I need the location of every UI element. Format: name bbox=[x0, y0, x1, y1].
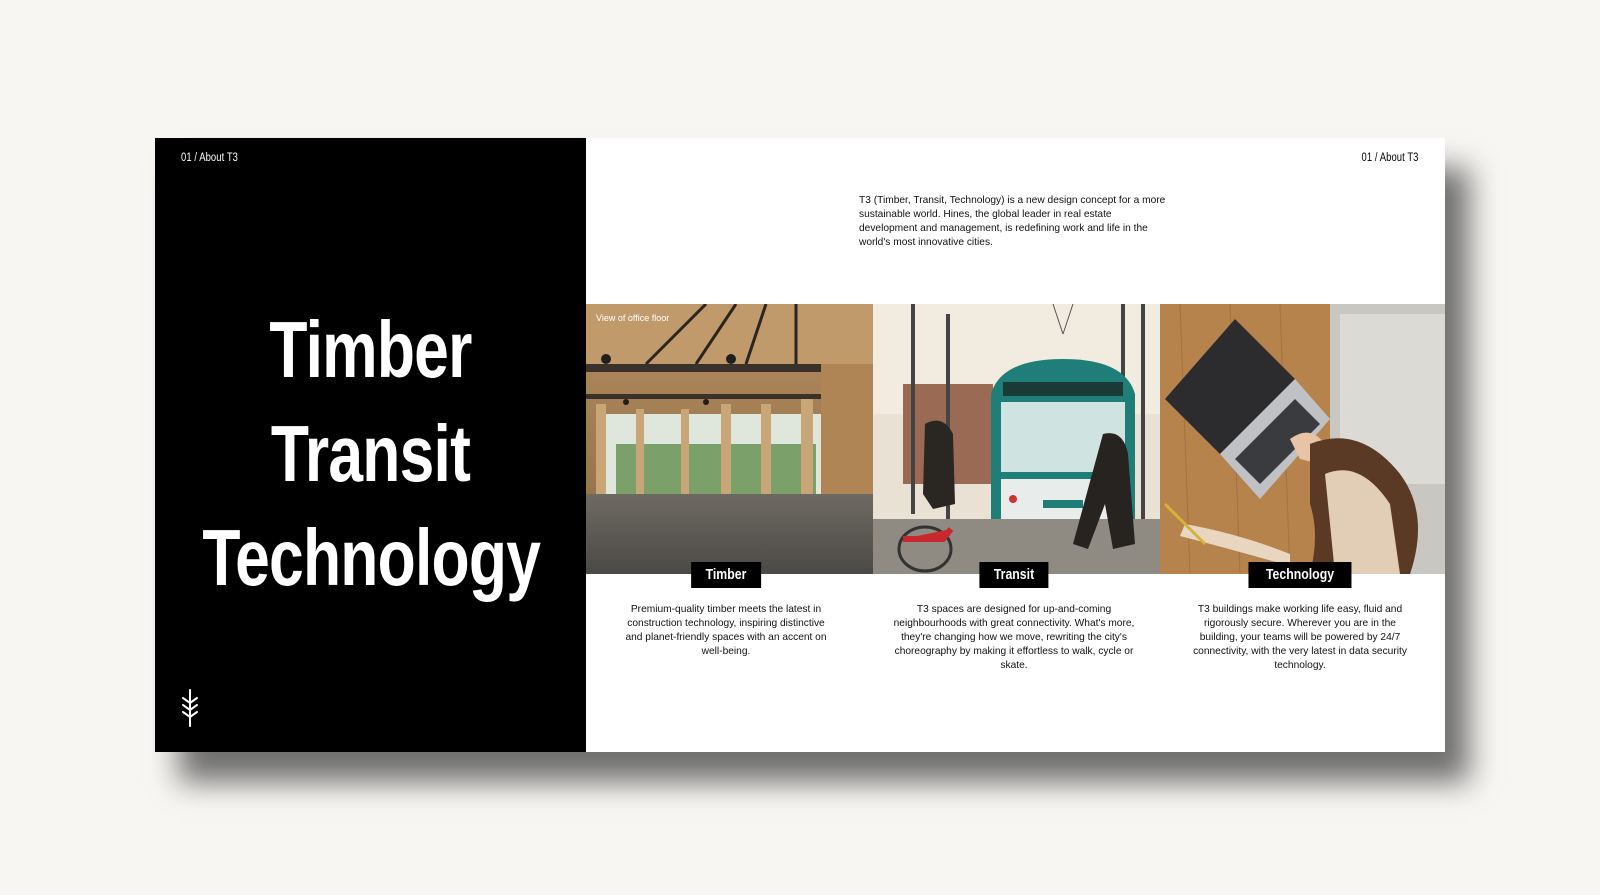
right-page bbox=[586, 138, 1445, 752]
timber-description: Premium-quality timber meets the latest in construction technology, inspiring distinctive and planet-friendly spaces with an accent on well-being. bbox=[625, 604, 827, 657]
left-page bbox=[155, 138, 586, 752]
laptop-photo bbox=[1160, 304, 1445, 574]
headline bbox=[155, 298, 586, 610]
intro-paragraph: T3 (Timber, Transit, Technology) is a new design concept for a more sustainable world. Hines, the global leader in real estate development and management, is redefining work and life in the world's most innovative cities. bbox=[859, 195, 1166, 248]
technology-description: T3 buildings make working life easy, fluid and rigorously secure. Wherever you are in the building, your teams will be powered by 24/7 connectivity, with the very latest in data security technology. bbox=[1193, 604, 1407, 671]
tag-transit: Transit bbox=[979, 562, 1048, 588]
tag-timber: Timber bbox=[691, 562, 761, 588]
photo-caption: View of office floor bbox=[596, 313, 670, 323]
tram-photo bbox=[873, 304, 1160, 574]
transit-description: T3 spaces are designed for up-and-coming neighbourhoods with great connectivity. What's more, they're changing how we move, rewriting the city's choreography by making it effortless to walk, cycle or skate. bbox=[893, 604, 1135, 671]
tag-technology: Technology bbox=[1248, 562, 1351, 588]
headline-timber: Timber bbox=[269, 305, 472, 394]
photo-strip bbox=[586, 304, 1445, 574]
headline-transit: Transit bbox=[270, 409, 471, 498]
page-label-right: 01 / About T3 bbox=[1361, 152, 1419, 164]
office-floor-photo bbox=[586, 304, 873, 574]
headline-technology: Technology bbox=[202, 513, 541, 602]
tree-icon bbox=[179, 688, 201, 728]
page-label-left: 01 / About T3 bbox=[181, 152, 239, 164]
brochure-spread bbox=[155, 138, 1445, 752]
